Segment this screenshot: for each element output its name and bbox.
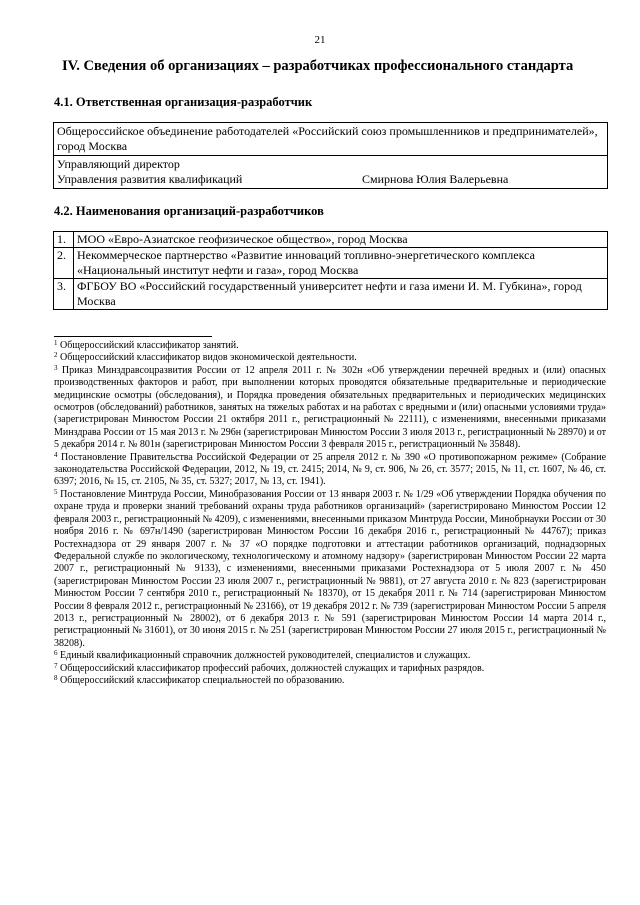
footnote-mark: 6 <box>54 649 58 658</box>
footnote-separator <box>54 336 212 337</box>
table-row <box>54 248 608 279</box>
responsible-org-box <box>53 122 608 189</box>
developer-orgs-heading: 4.2. Наименования организаций-разработчиков <box>54 204 324 218</box>
org-name: ФГБОУ ВО «Российский государственный университет нефти и газа имени И. М. Губкина», город Москва <box>74 279 608 310</box>
page-number: 21 <box>314 34 326 46</box>
footnote-mark: 2 <box>54 351 58 360</box>
footnote-mark: 7 <box>54 661 58 670</box>
footnote <box>54 352 606 364</box>
footnotes <box>54 340 606 687</box>
footnote-text: Приказ Минздравсоцразвития России от 12 апреля 2011 г. № 302н «Об утверждении перечней вредных и (или) опасных производственных факторов и работ, при выполнении которых проводятся обязательные предварительные и периодические медицинские осмотры (обследования), и Порядка проведения обязательных предварительных и периодических медицинских осмотров (обследований) работников, занятых на тяжелых работах и на работах с вредными и (или) опасными условиями труда» (зарегистрирован Минюстом России 21 октября 2011 г., регистрационный № 22111), с изменениями, внесенными приказами Минздрава России от 15 мая 2013 г. № 296н (зарегистрирован Минюстом России 3 июля 2013 г., регистрационный № 28970) и от 5 декабря 2014 г. № 801н (зарегистрирован Минюстом России 3 февраля 2015 г., регистрационный № 35848). <box>54 364 606 451</box>
signatory-position-line2: Управления развития квалификаций <box>57 172 243 186</box>
footnote <box>54 650 606 662</box>
signatory-name: Смирнова Юлия Валерьевна <box>362 172 509 186</box>
footnote <box>54 675 606 687</box>
signatory-position-line1: Управляющий директор <box>57 157 180 171</box>
footnote-mark: 5 <box>54 487 58 496</box>
footnote <box>54 663 606 675</box>
footnote-text: Постановление Правительства Российской Федерации от 25 апреля 2012 г. № 390 «О противопожарном режиме» (Собрание законодательства Российской Федерации, 2012, № 19, ст. 2415; 2014, № 9, ст. 906, № 26, ст. 3577; 2015, № 11, ст. 1607, № 46, ст. 6397; 2016, № 15, ст. 2105, № 35, ст. 5327; 2017, № 13, ст. 1941). <box>54 451 607 488</box>
footnote <box>54 365 606 452</box>
developer-orgs-table <box>53 231 608 310</box>
footnote-text: Единый квалификационный справочник должностей руководителей, специалистов и служащих. <box>60 650 471 662</box>
footnote-text: Общероссийский классификатор занятий. <box>60 340 239 351</box>
footnote-text: Постановление Минтруда России, Минобразования России от 13 января 2003 г. № 1/29 «Об утверждении Порядка обучения по охране труда и проверки знаний требований охраны труда работников организаций» (зарегистрировано Минюстом России 12 февраля 2003 г., регистрационный № 4209), с изменениями, внесенными приказом Минтруда России, Минобрнауки России от 30 ноября 2016 г. № 697н/1490 (зарегистрирован Минюстом России 16 декабря 2016 г., регистрационный № 44767); приказ Ростехнадзора от 29 января 2007 г. № 37 «О порядке подготовки и аттестации работников организаций, поднадзорных Федеральной службе по экологическому, технологическому и атомному надзору» (зарегистрирован Минюстом России 22 марта 2007 г., регистрационный № 9133), с изменениями, внесенными приказами Ростехнадзора от 5 июля 2007 г. № 450 (зарегистрирован Минюстом России 23 июля 2007 г., регистрационный № 9881), от 27 августа 2010 г. № 823 (зарегистрирован Минюстом России 7 сентября 2010 г., регистрационный № 18370), от 15 декабря 2011 г. № 714 (зарегистрирован Минюстом России 8 февраля 2012 г., регистрационный № 23166), от 19 декабря 2012 г. № 739 (зарегистрирован Минюстом России 5 апреля 2013 г., регистрационный № 28002), от 6 декабря 2013 г. № 591 (зарегистрирован Минюстом России 14 марта 2014 г., регистрационный № 31601), от 30 июня 2015 г. № 251 (зарегистрирован Минюстом России 27 июля 2015 г., регистрационный № 38208). <box>54 488 606 649</box>
row-number: 1. <box>54 232 74 248</box>
table-row <box>54 232 608 248</box>
row-number: 2. <box>54 248 74 279</box>
signatory-line <box>57 172 604 187</box>
table-row <box>54 279 608 310</box>
footnote-mark: 8 <box>54 673 58 682</box>
footnote-mark: 4 <box>54 450 58 459</box>
footnote-mark: 3 <box>54 363 58 372</box>
row-number: 3. <box>54 279 74 310</box>
section-title: IV. Сведения об организациях – разработчиках профессионального стандарта <box>62 58 574 74</box>
org-name: Некоммерческое партнерство «Развитие инноваций топливно-энергетического комплекса «Национальный институт нефти и газа», город Москва <box>74 248 608 279</box>
footnote-mark: 1 <box>54 339 58 347</box>
footnote <box>54 340 606 352</box>
org-name: МОО «Евро-Азиатское геофизическое общество», город Москва <box>74 232 608 248</box>
footnote-text: Общероссийский классификатор специальностей по образованию. <box>60 674 345 686</box>
footnote <box>54 489 606 650</box>
responsible-org-heading: 4.1. Ответственная организация-разработчик <box>54 95 313 109</box>
footnote <box>54 452 606 489</box>
footnote-text: Общероссийский классификатор видов экономической деятельности. <box>60 352 357 364</box>
footnote-text: Общероссийский классификатор профессий рабочих, должностей служащих и тарифных разрядов. <box>60 662 485 674</box>
responsible-signatory <box>54 155 607 188</box>
responsible-org-name: Общероссийское объединение работодателей «Российский союз промышленников и предпринимателей», город Москва <box>57 124 598 153</box>
